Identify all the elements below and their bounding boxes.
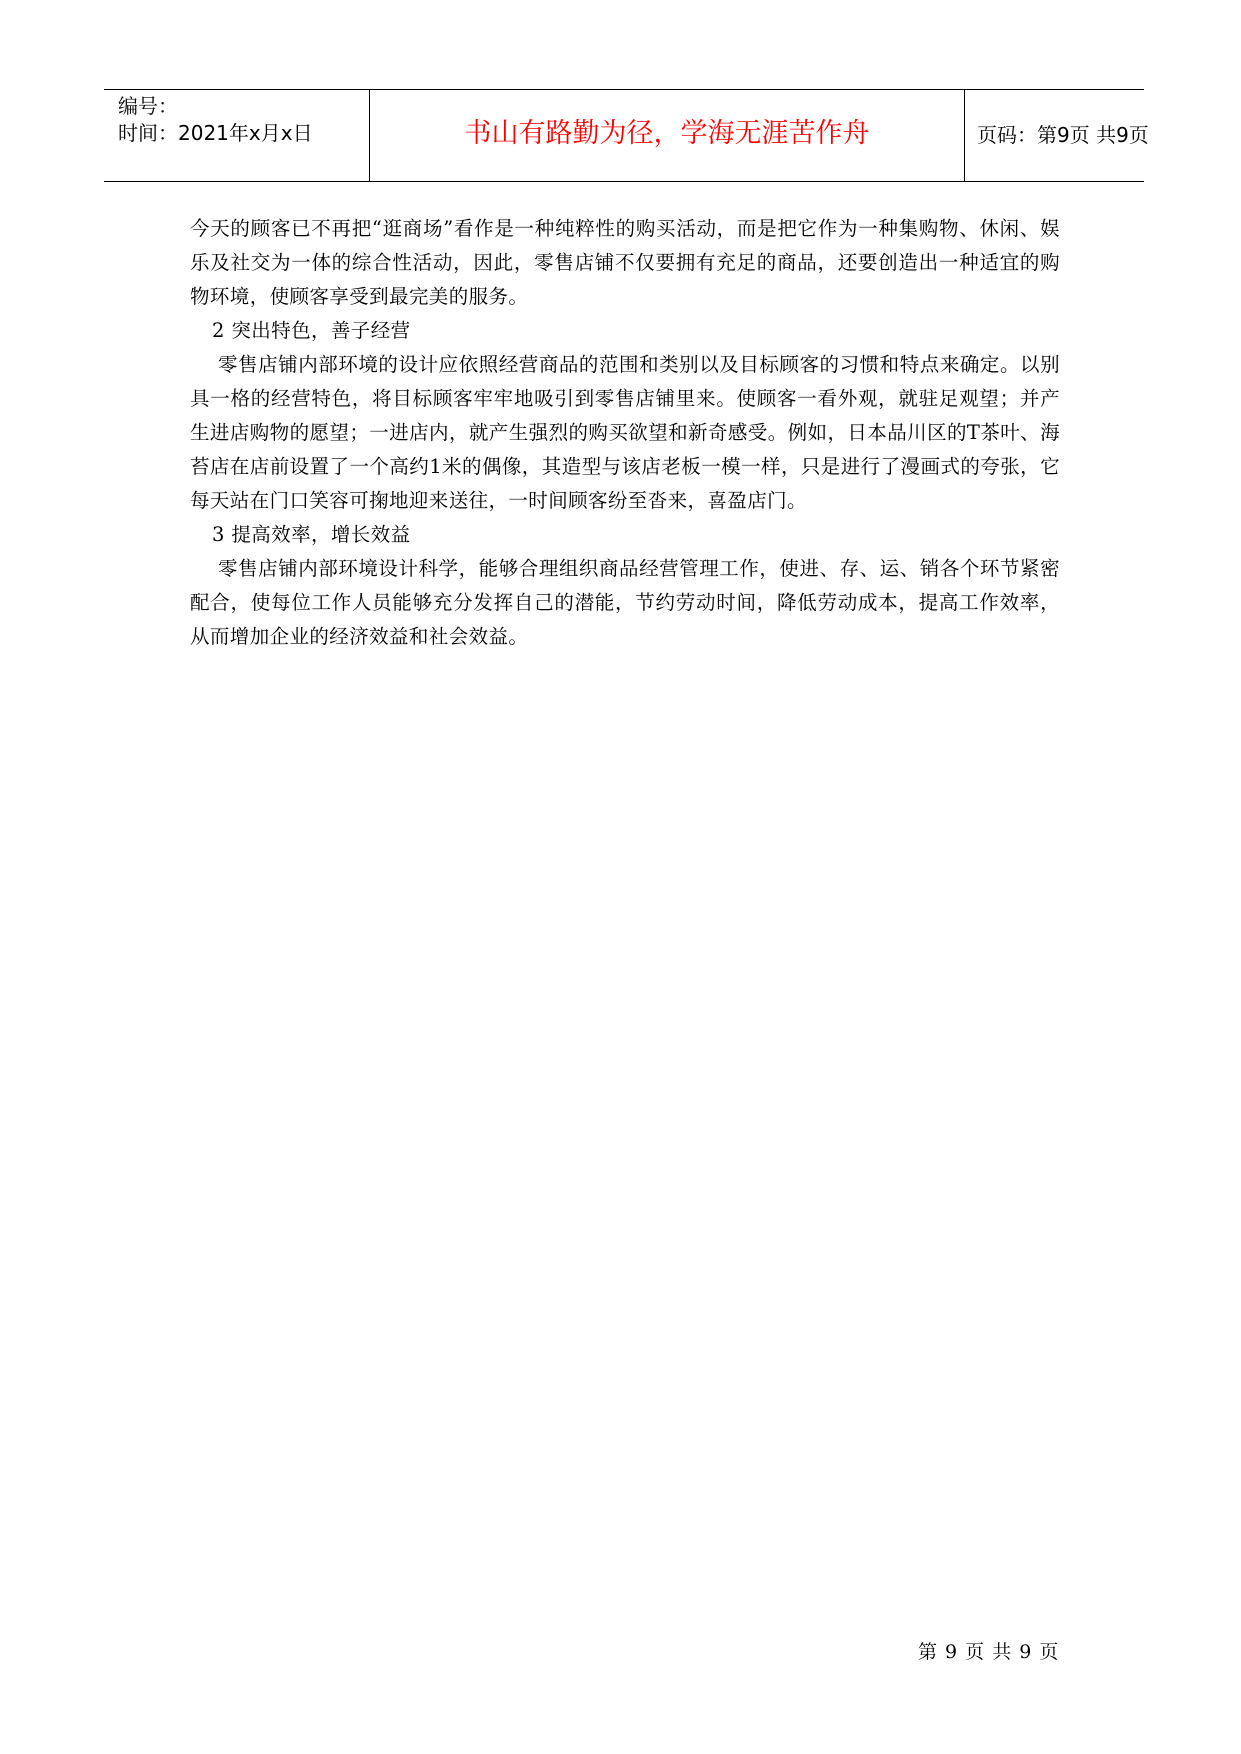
section-heading: 2 突出特色，善子经营 [212, 319, 411, 342]
body-paragraph: 零售店铺内部环境的设计应依照经营商品的范围和类别以及目标顾客的习惯和特点来确定。以别具一格的经营特色，将目标顾客牢牢地吸引到零售店铺里来。使顾客一看外观，就驻足观望；并产生进店购物的愿望；一进店内，就产生强烈的购买欲望和新奇感受。例如，日本品川区的T茶叶、海苔店在店前设置了一个高约1米的偶像，其造型与该店老板一模一样，只是进行了漫画式的夸张，它每天站在门口笑容可掬地迎来送往，一时间顾客纷至沓来，喜盈店门。 [190, 353, 1060, 512]
page-header [104, 89, 1149, 182]
header-page-cell [965, 90, 1149, 181]
page-footer: 第 9 页 共 9 页 [918, 1641, 1060, 1663]
section-heading: 3 提高效率，增长效益 [212, 523, 411, 546]
header-motto: 书山有路勤为径，学海无涯苦作舟 [464, 118, 870, 149]
body-paragraph: 零售店铺内部环境设计科学，能够合理组织商品经营管理工作，使进、存、运、销各个环节紧密配合，使每位工作人员能够充分发挥自己的潜能，节约劳动时间，降低劳动成本，提高工作效率，从而增加企业的经济效益和社会效益。 [190, 557, 1060, 648]
document-body [190, 212, 1060, 654]
header-motto-cell [370, 90, 965, 181]
header-meta-cell [104, 90, 370, 181]
document-number-label: 编号： [118, 94, 178, 118]
body-paragraph: 今天的顾客已不再把“逛商场”看作是一种纯粹性的购买活动，而是把它作为一种集购物、休闲、娱乐及社交为一体的综合性活动，因此，零售店铺不仅要拥有充足的商品，还要创造出一种适宜的购物环境，使顾客享受到最完美的服务。 [190, 217, 1060, 308]
header-page-info: 页码：第9页 共9页 [977, 123, 1149, 147]
document-time-label: 时间：2021年x月x日 [118, 121, 313, 145]
